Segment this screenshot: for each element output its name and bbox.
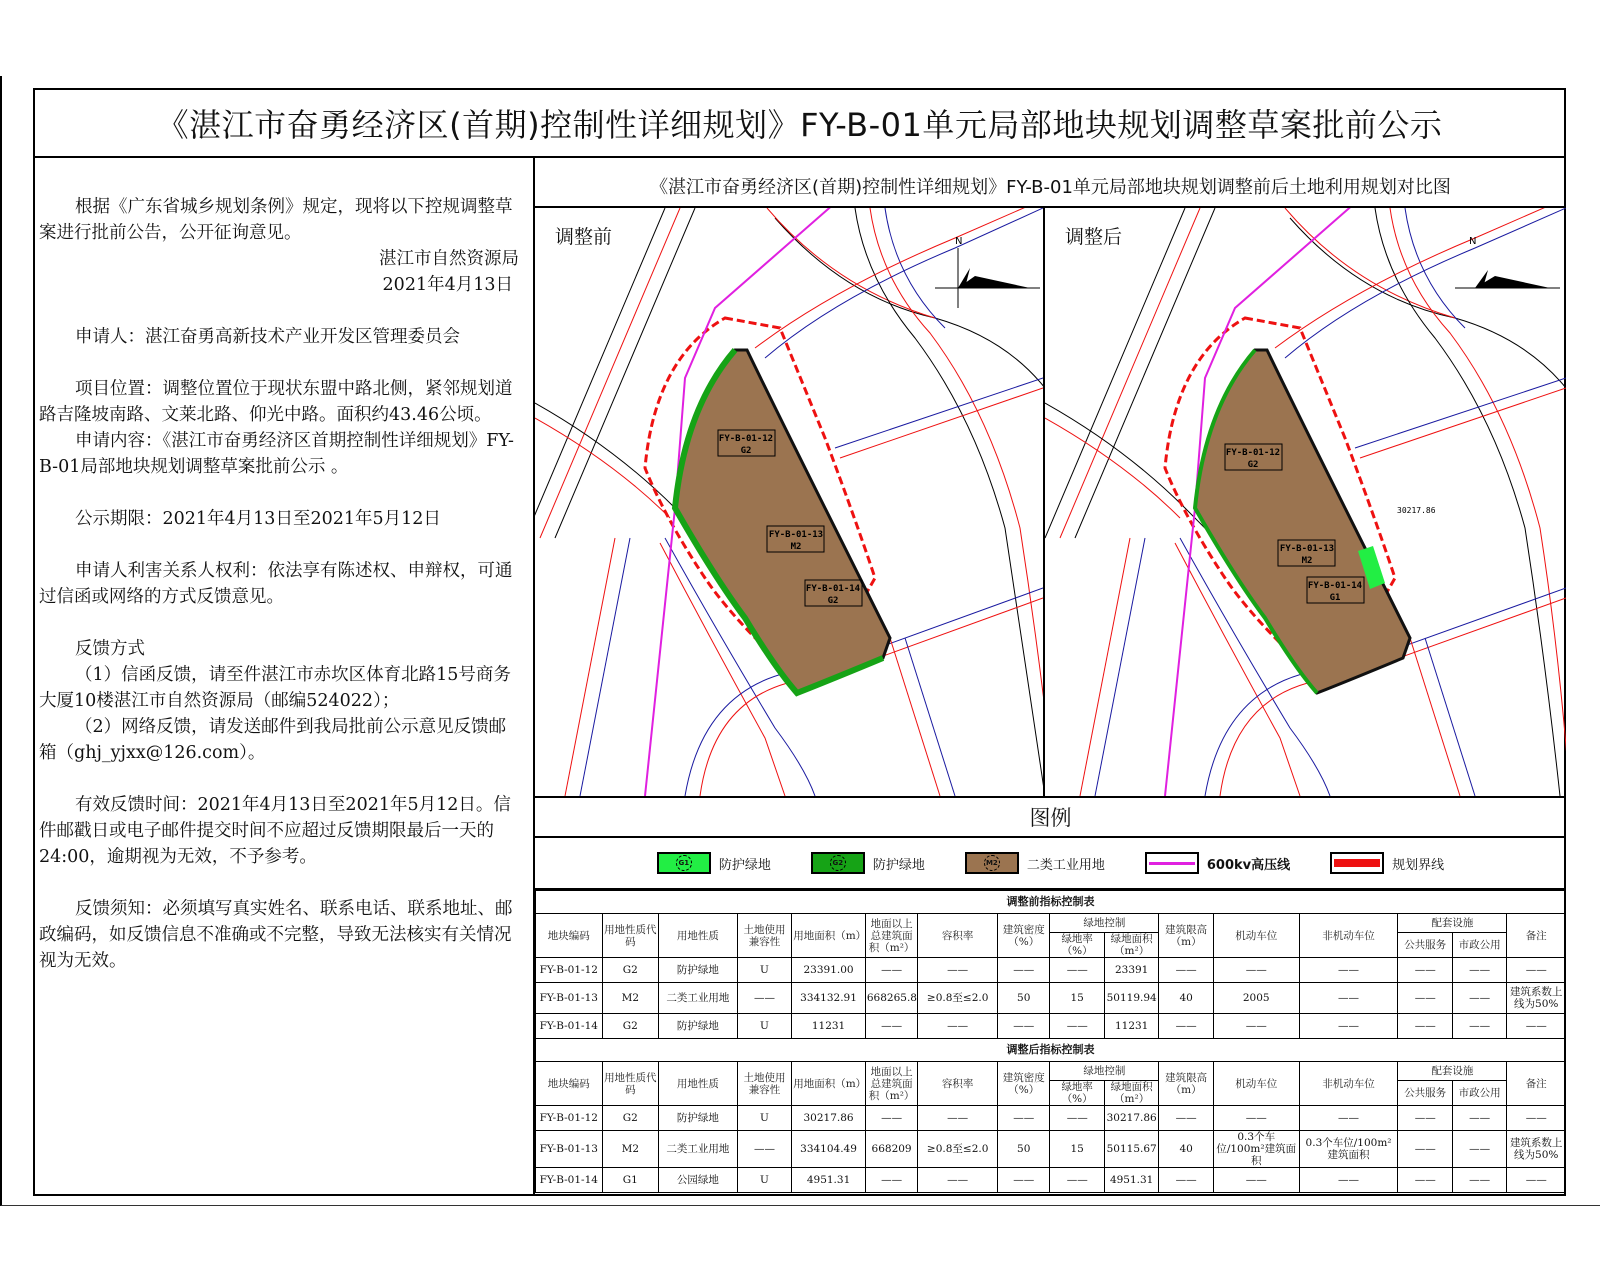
table-cell: —— — [918, 1014, 998, 1039]
table-cell: —— — [1452, 983, 1506, 1014]
map-before-drawing — [535, 208, 1043, 796]
svg-text:FY-B-01-14: FY-B-01-14 — [805, 584, 861, 594]
feedback-valid-time: 有效反馈时间：2021年4月13日至2021年5月12日。信件邮戳日或电子邮件提交时间不应超过反馈期限最后一天的24:00，逾期视为无效，不予参考。 — [39, 795, 511, 867]
table-cell: —— — [918, 1168, 998, 1193]
table-cell: 11231 — [792, 1014, 866, 1039]
table-row — [536, 1168, 1566, 1193]
table-cell: FY-B-01-13 — [536, 1131, 603, 1168]
table-cell: U — [737, 1014, 791, 1039]
before-table — [535, 890, 1566, 1193]
svg-text:G2: G2 — [740, 446, 752, 456]
table-cell: 4951.31 — [792, 1168, 866, 1193]
table-cell: —— — [1159, 1106, 1213, 1131]
table-cell: 建筑密度（%） — [998, 914, 1050, 958]
table-cell: —— — [1159, 958, 1213, 983]
table-cell: 0.3个车位/100m²建筑面积 — [1299, 1131, 1398, 1168]
table-cell: —— — [1398, 1014, 1452, 1039]
feedback-email: （2）网络反馈，请发送邮件到我局批前公示意见反馈邮箱（ghj_yjxx@126.com）。 — [39, 717, 507, 763]
table-cell: —— — [1507, 1014, 1566, 1039]
feedback-mail: （1）信函反馈，请至件湛江市赤坎区体育北路15号商务大厦10楼湛江市自然资源局（邮编524022）； — [39, 665, 511, 711]
table-cell: —— — [1159, 1168, 1213, 1193]
hv-line-swatch-icon — [1145, 852, 1199, 874]
svg-text:G1: G1 — [1329, 593, 1341, 603]
table-cell: —— — [1398, 1168, 1452, 1193]
map-comparison — [535, 208, 1566, 798]
table-cell: 30217.86 — [1104, 1106, 1158, 1131]
legend-item-g1: G1 防护绿地 — [657, 852, 771, 874]
table-cell: 土地使用兼容性 — [737, 1062, 791, 1106]
table-cell: —— — [998, 1168, 1050, 1193]
table-cell: 二类工业用地 — [659, 1131, 738, 1168]
table-cell: G1 — [602, 1168, 658, 1193]
table-cell: 地面以上总建筑面积（m²） — [865, 914, 917, 958]
legend-title: 图例 — [535, 798, 1566, 838]
table-cell: 用地面积（m） — [792, 1062, 866, 1106]
table-cell: —— — [1213, 1014, 1299, 1039]
table-cell: —— — [1452, 1014, 1506, 1039]
table-cell: U — [737, 1106, 791, 1131]
svg-text:FY-B-01-13: FY-B-01-13 — [768, 530, 824, 540]
table-cell: —— — [1452, 1131, 1506, 1168]
table-cell: —— — [737, 1131, 791, 1168]
svg-text:FY-B-01-12: FY-B-01-12 — [718, 434, 774, 444]
table-cell: —— — [1507, 958, 1566, 983]
table-cell: —— — [1398, 958, 1452, 983]
table-cell: 绿地率（%） — [1050, 933, 1104, 958]
table-cell: 2005 — [1213, 983, 1299, 1014]
table-cell: 容积率 — [918, 1062, 998, 1106]
svg-text:FY-B-01-12: FY-B-01-12 — [1225, 448, 1281, 458]
plan-boundary-swatch-icon — [1330, 852, 1384, 874]
table-cell: 建筑限高（m） — [1159, 1062, 1213, 1106]
table-cell: —— — [737, 983, 791, 1014]
table-cell: 机动车位 — [1213, 914, 1299, 958]
table-cell: —— — [1299, 1106, 1398, 1131]
table-cell: ≥0.8至≤2.0 — [918, 1131, 998, 1168]
table-cell: M2 — [602, 1131, 658, 1168]
table-cell: 公共服务 — [1398, 933, 1452, 958]
svg-text:G2: G2 — [1247, 460, 1259, 470]
table-cell: 备注 — [1507, 1062, 1566, 1106]
table-cell: —— — [1050, 958, 1104, 983]
north-arrow-icon — [1455, 236, 1560, 288]
table-cell: 50 — [998, 983, 1050, 1014]
legend-item-hv-line: 600kv高压线 — [1145, 852, 1290, 874]
table-cell: —— — [1452, 958, 1506, 983]
table-cell: FY-B-01-12 — [536, 1106, 603, 1131]
notice-location: 项目位置：调整位置位于现状东盟中路北侧，紧邻规划道路吉隆坡南路、文莱北路、仰光中路。面积约43.46公顷。 — [39, 379, 513, 425]
table-cell: —— — [865, 1014, 917, 1039]
table-cell: 绿地面积（m²） — [1104, 933, 1158, 958]
feedback-requirements: 反馈须知：必须填写真实姓名、联系电话、联系地址、邮政编码，如反馈信息不准确或不完整，导致无法核实有关情况视为无效。 — [39, 899, 513, 971]
table-cell: M2 — [602, 983, 658, 1014]
table-cell: 公园绿地 — [659, 1168, 738, 1193]
table-cell: 668265.8 — [865, 983, 917, 1014]
table-cell: —— — [1398, 983, 1452, 1014]
table-cell: —— — [1452, 1168, 1506, 1193]
table-cell: 用地性质 — [659, 1062, 738, 1106]
legend — [535, 838, 1566, 890]
legend-item-g2: G2 防护绿地 — [811, 852, 925, 874]
table-cell: 地面以上总建筑面积（m²） — [865, 1062, 917, 1106]
table-cell: 配套设施 — [1398, 914, 1507, 933]
map-after-drawing — [1045, 208, 1566, 796]
table-cell: FY-B-01-14 — [536, 1014, 603, 1039]
table-cell: G2 — [602, 1106, 658, 1131]
notice-period: 公示期限：2021年4月13日至2021年5月12日 — [75, 509, 441, 529]
table-cell: —— — [1213, 1168, 1299, 1193]
g1-swatch-icon: G1 — [657, 852, 711, 874]
table-cell: 用地性质代码 — [602, 1062, 658, 1106]
table-cell: —— — [1507, 1106, 1566, 1131]
table-row — [536, 1106, 1566, 1131]
table-cell: 23391.00 — [792, 958, 866, 983]
table-cell: 用地性质 — [659, 914, 738, 958]
m2-swatch-icon: M2 — [965, 852, 1019, 874]
north-arrow-icon — [935, 236, 1040, 308]
table-cell: 用地性质代码 — [602, 914, 658, 958]
table-cell: 建筑系数上线为50% — [1507, 1131, 1566, 1168]
table-cell: 备注 — [1507, 914, 1566, 958]
before-table-caption: 调整前指标控制表 — [536, 891, 1566, 914]
comparison-panel — [535, 158, 1566, 1194]
table-cell: 防护绿地 — [659, 958, 738, 983]
table-cell: 机动车位 — [1213, 1062, 1299, 1106]
table-cell: 15 — [1050, 1131, 1104, 1168]
table-cell: —— — [998, 1106, 1050, 1131]
table-cell: —— — [918, 958, 998, 983]
table-cell: 11231 — [1104, 1014, 1158, 1039]
table-cell: 23391 — [1104, 958, 1158, 983]
table-cell: FY-B-01-13 — [536, 983, 603, 1014]
table-cell: G2 — [602, 958, 658, 983]
legend-item-m2: M2 二类工业用地 — [965, 852, 1105, 874]
table-cell: 建筑系数上线为50% — [1507, 983, 1566, 1014]
table-cell: —— — [918, 1106, 998, 1131]
table-cell: 40 — [1159, 1131, 1213, 1168]
table-cell: 334132.91 — [792, 983, 866, 1014]
notice-issue-date: 2021年4月13日 — [382, 275, 513, 295]
svg-text:N: N — [955, 236, 963, 247]
table-cell: FY-B-01-14 — [536, 1168, 603, 1193]
notice-applicant: 申请人：湛江奋勇高新技术产业开发区管理委员会 — [75, 327, 460, 347]
table-cell: U — [737, 1168, 791, 1193]
table-cell: 4951.31 — [1104, 1168, 1158, 1193]
table-cell: —— — [865, 1106, 917, 1131]
table-cell: —— — [1398, 1106, 1452, 1131]
table-cell: —— — [865, 958, 917, 983]
table-cell: —— — [1452, 1106, 1506, 1131]
table-cell: 土地使用兼容性 — [737, 914, 791, 958]
table-cell: 建筑密度（%） — [998, 1062, 1050, 1106]
table-cell: 绿地面积（m²） — [1104, 1081, 1158, 1106]
table-cell: —— — [1050, 1168, 1104, 1193]
table-cell: 地块编码 — [536, 1062, 603, 1106]
legend-item-plan-boundary: 规划界线 — [1330, 852, 1444, 874]
svg-text:FY-B-01-14: FY-B-01-14 — [1307, 581, 1363, 591]
table-cell: 容积率 — [918, 914, 998, 958]
indicator-tables — [535, 890, 1566, 1193]
table-cell: 市政公用 — [1452, 933, 1506, 958]
table-cell: 0.3个车位/100m²建筑面积 — [1213, 1131, 1299, 1168]
table-cell: 绿地控制 — [1050, 914, 1159, 933]
g2-swatch-icon: G2 — [811, 852, 865, 874]
svg-text:M2: M2 — [1301, 556, 1313, 566]
svg-text:30217.86: 30217.86 — [1397, 506, 1436, 515]
after-table-caption: 调整后指标控制表 — [536, 1039, 1566, 1062]
table-cell: —— — [998, 1014, 1050, 1039]
map-before — [535, 208, 1045, 796]
table-cell: —— — [1213, 1106, 1299, 1131]
table-row — [536, 983, 1566, 1014]
table-cell: —— — [865, 1168, 917, 1193]
table-cell: 用地面积（m） — [792, 914, 866, 958]
table-cell: 50119.94 — [1104, 983, 1158, 1014]
notice-board — [33, 88, 1566, 1196]
table-cell: 公共服务 — [1398, 1081, 1452, 1106]
table-row — [536, 1014, 1566, 1039]
map-title: 《湛江市奋勇经济区(首期)控制性详细规划》FY-B-01单元局部地块规划调整前后土地利用规划对比图 — [535, 158, 1566, 208]
table-row — [536, 958, 1566, 983]
notice-intro: 根据《广东省城乡规划条例》规定，现将以下控规调整草案进行批前公告，公开征询意见。 — [39, 197, 513, 243]
table-cell: 非机动车位 — [1299, 914, 1398, 958]
table-cell: —— — [1299, 983, 1398, 1014]
notice-rights: 申请人利害关系人权利：依法享有陈述权、申辩权，可通过信函或网络的方式反馈意见。 — [39, 561, 513, 607]
table-cell: 40 — [1159, 983, 1213, 1014]
table-cell: ≥0.8至≤2.0 — [918, 983, 998, 1014]
table-cell: 15 — [1050, 983, 1104, 1014]
table-cell: —— — [1299, 1168, 1398, 1193]
table-cell: —— — [1159, 1014, 1213, 1039]
table-cell: 绿地率（%） — [1050, 1081, 1104, 1106]
table-cell: —— — [1050, 1106, 1104, 1131]
notice-content: 申请内容：《湛江市奋勇经济区首期控制性详细规划》FY-B-01局部地块规划调整草案批前公示 。 — [39, 431, 514, 477]
table-cell: FY-B-01-12 — [536, 958, 603, 983]
svg-text:FY-B-01-13: FY-B-01-13 — [1279, 544, 1335, 554]
table-cell: —— — [1213, 958, 1299, 983]
svg-text:G2: G2 — [827, 596, 839, 606]
feedback-heading: 反馈方式 — [75, 639, 145, 659]
table-cell: 二类工业用地 — [659, 983, 738, 1014]
table-cell: 配套设施 — [1398, 1062, 1507, 1081]
table-cell: —— — [1299, 958, 1398, 983]
table-cell: 50 — [998, 1131, 1050, 1168]
map-after — [1045, 208, 1566, 796]
notice-issuer: 湛江市自然资源局 — [379, 249, 519, 269]
table-cell: 防护绿地 — [659, 1106, 738, 1131]
table-cell: G2 — [602, 1014, 658, 1039]
map-after-label: 调整后 — [1065, 226, 1123, 248]
table-cell: 50115.67 — [1104, 1131, 1158, 1168]
table-cell: 市政公用 — [1452, 1081, 1506, 1106]
table-cell: 防护绿地 — [659, 1014, 738, 1039]
table-cell: —— — [1050, 1014, 1104, 1039]
table-cell: 地块编码 — [536, 914, 603, 958]
table-cell: 668209 — [865, 1131, 917, 1168]
table-cell: 建筑限高（m） — [1159, 914, 1213, 958]
notice-text-panel — [35, 158, 535, 1194]
table-cell: —— — [1398, 1131, 1452, 1168]
table-cell: —— — [998, 958, 1050, 983]
page-title: 《湛江市奋勇经济区(首期)控制性详细规划》FY-B-01单元局部地块规划调整草案批前公示 — [35, 90, 1564, 158]
map-before-label: 调整前 — [555, 226, 613, 248]
table-cell: —— — [1299, 1014, 1398, 1039]
table-cell: 334104.49 — [792, 1131, 866, 1168]
svg-text:N: N — [1469, 236, 1477, 247]
table-cell: —— — [1507, 1168, 1566, 1193]
svg-text:M2: M2 — [790, 542, 802, 552]
table-cell: 非机动车位 — [1299, 1062, 1398, 1106]
table-cell: 绿地控制 — [1050, 1062, 1159, 1081]
table-row — [536, 1131, 1566, 1168]
table-cell: 30217.86 — [792, 1106, 866, 1131]
table-cell: U — [737, 958, 791, 983]
